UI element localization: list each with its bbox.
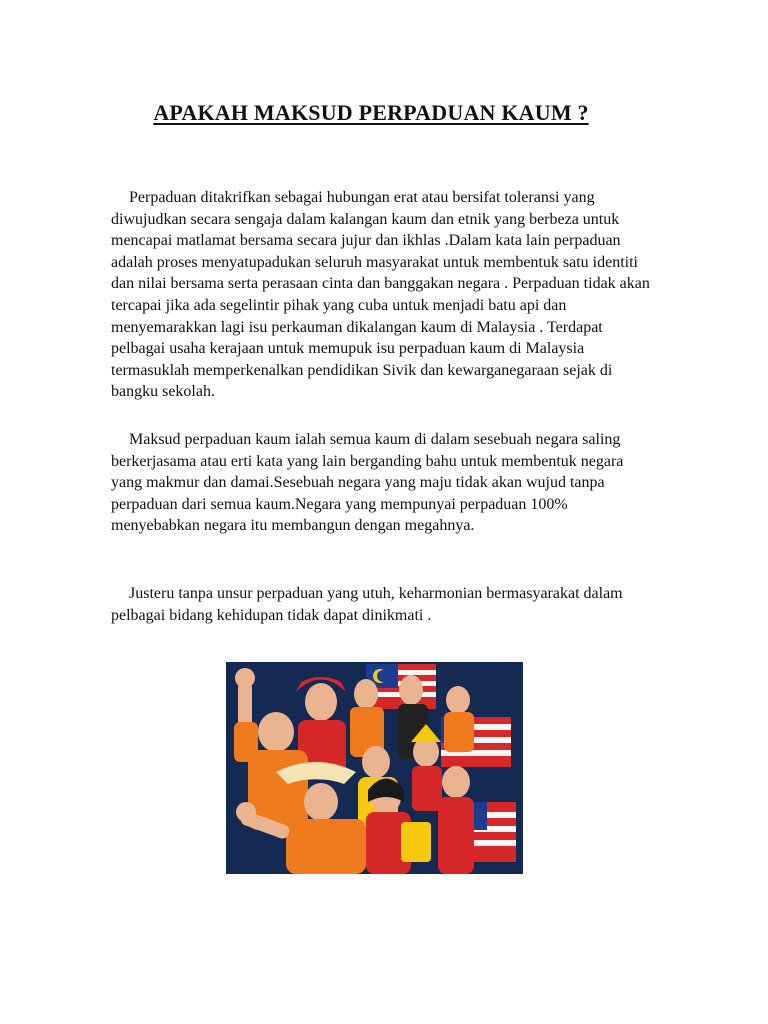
paragraph-meaning: Maksud perpaduan kaum ialah semua kaum di dalam sesebuah negara saling berkerjasama atau erti kata yang lain berganding bahu untuk membentuk negara yang makmur dan damai.Sesebuah negara yang maju tidak akan wujud tanpa perpaduan dari semua kaum.Negara yang mempunyai perpaduan 100% menyebabkan negara itu membangun dengan megahnya. — [111, 431, 624, 535]
unity-photo-illustration — [226, 662, 523, 874]
paragraph-conclusion: Justeru tanpa unsur perpaduan yang utuh, keharmonian bermasyarakat dalam pelbagai bidang kehidupan tidak dapat dinikmati . — [111, 585, 623, 624]
document-title: APAKAH MAKSUD PERPADUAN KAUM ? — [153, 100, 589, 125]
unity-photo — [226, 662, 523, 874]
paragraph-definition: Perpaduan ditakrifkan sebagai hubungan erat atau bersifat toleransi yang diwujudkan secara sengaja dalam kalangan kaum dan etnik yang berbeza untuk mencapai matlamat bersama secara jujur dan ikhlas .Dalam kata lain perpaduan adalah proses menyatupadukan seluruh masyarakat untuk membentuk satu identiti dan nilai bersama serta perasaan cinta dan banggakan negara . Perpaduan tidak akan tercapai jika ada segelintir pihak yang cuba untuk menjadi batu api dan menyemarakkan lagi isu perkauman dikalangan kaum di Malaysia . Terdapat pelbagai usaha kerajaan untuk memupuk isu perpaduan kaum di Malaysia termasuklah memperkenalkan pendidikan Sivik dan kewarganegaraan sejak di bangku sekolah. — [111, 189, 650, 401]
